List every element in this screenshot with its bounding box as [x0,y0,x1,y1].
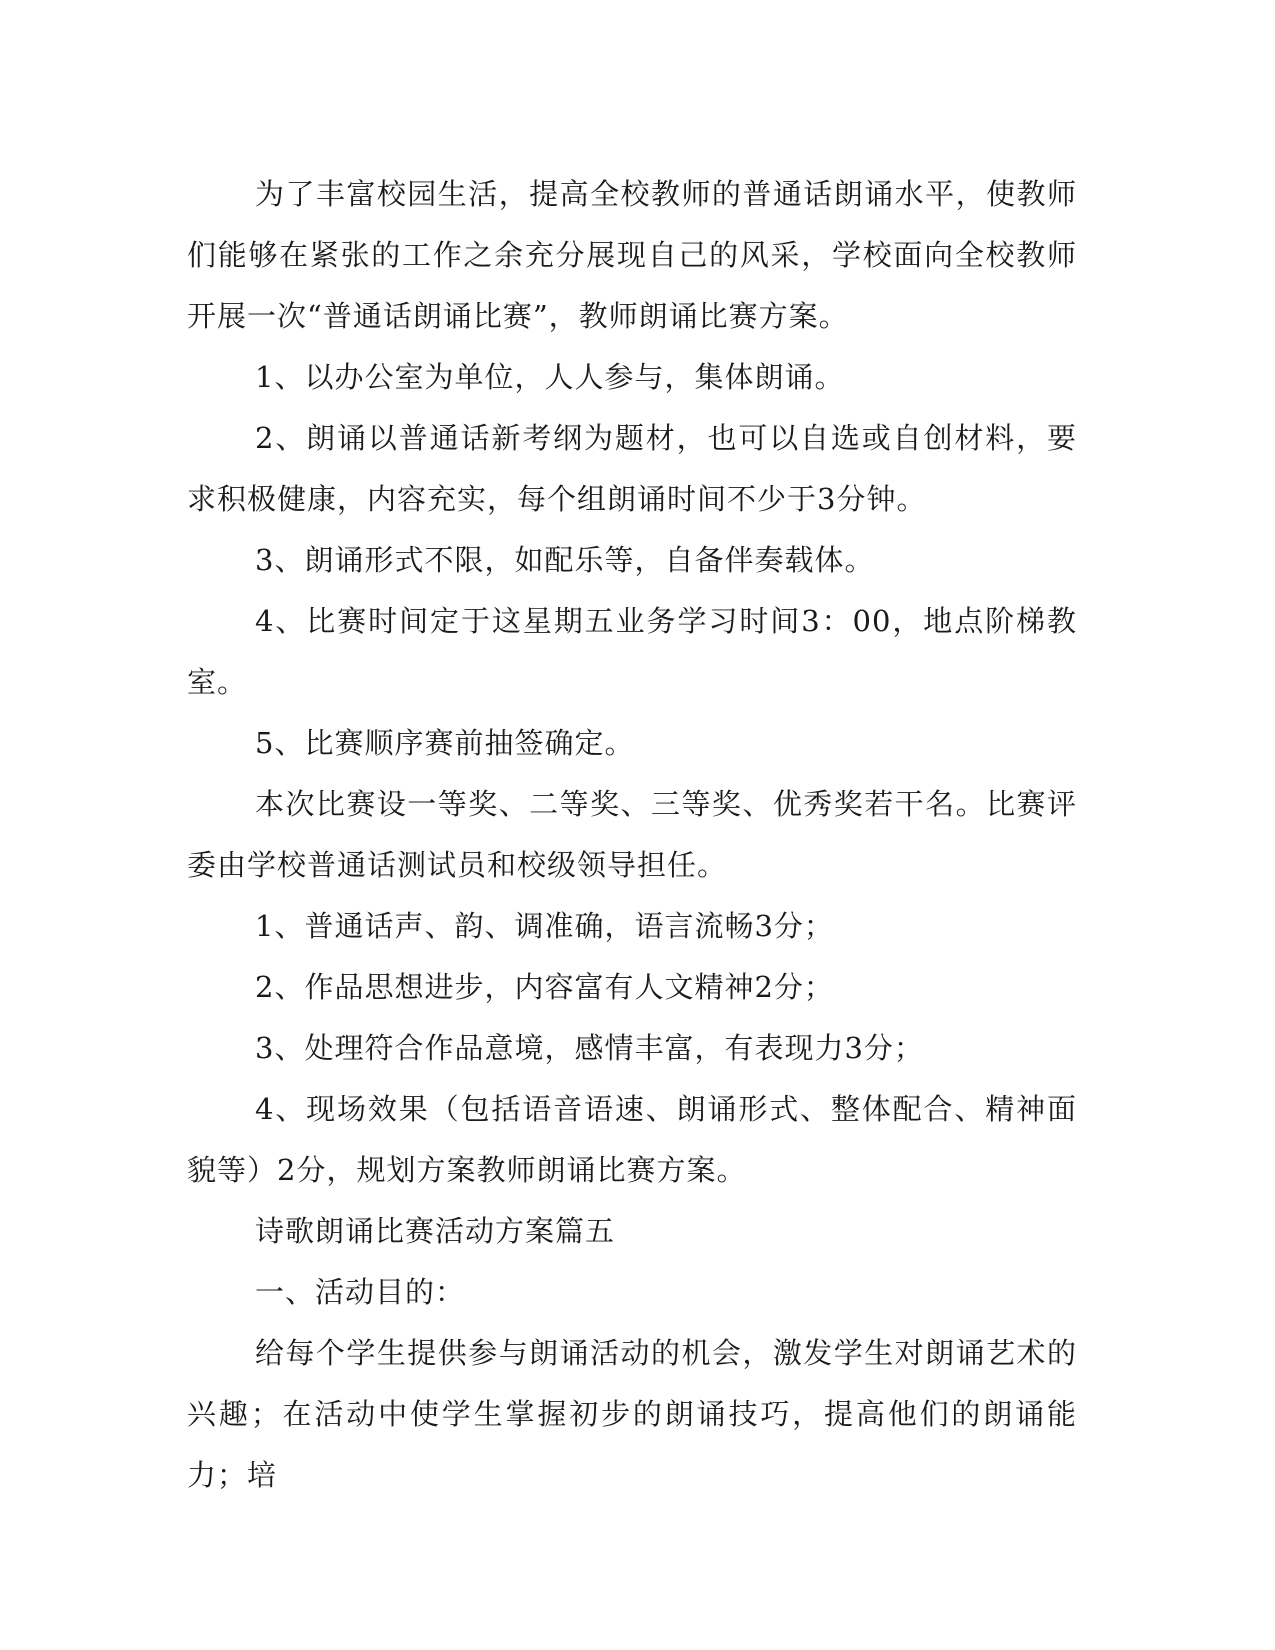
paragraph-criterion-3: 3、处理符合作品意境，感情丰富，有表现力3分； [255,1031,924,1065]
paragraph-rule-2: 2、朗诵以普通话新考纲为题材，也可以自选或自创材料，要求积极健康，内容充实，每个组朗诵时间不少于3分钟。 [187,421,1077,516]
paragraph-intro: 为了丰富校园生活，提高全校教师的普通话朗诵水平，使教师们能够在紧张的工作之余充分展现自己的风采，学校面向全校教师开展一次“普通话朗诵比赛”，教师朗诵比赛方案。 [187,177,1077,333]
paragraph-criterion-4: 4、现场效果（包括语音语速、朗诵形式、整体配合、精神面貌等）2分，规划方案教师朗诵比赛方案。 [187,1092,1077,1187]
paragraph-purpose: 给每个学生提供参与朗诵活动的机会，激发学生对朗诵艺术的兴趣；在活动中使学生掌握初步的朗诵技巧，提高他们的朗诵能力；培 [187,1336,1077,1492]
document-body [187,164,1077,1506]
paragraph-criterion-2: 2、作品思想进步，内容富有人文精神2分； [255,970,834,1004]
paragraph-rule-1: 1、以办公室为单位，人人参与，集体朗诵。 [255,360,845,394]
subsection-heading: 一、活动目的： [255,1275,466,1309]
paragraph-rule-4: 4、比赛时间定于这星期五业务学习时间3：00，地点阶梯教室。 [187,604,1077,699]
paragraph-awards: 本次比赛设一等奖、二等奖、三等奖、优秀奖若干名。比赛评委由学校普通话测试员和校级领导担任。 [187,787,1077,882]
paragraph-rule-5: 5、比赛顺序赛前抽签确定。 [255,726,635,760]
paragraph-criterion-1: 1、普通话声、韵、调准确，语言流畅3分； [255,909,834,943]
paragraph-rule-3: 3、朗诵形式不限，如配乐等，自备伴奏载体。 [255,543,875,577]
section-heading: 诗歌朗诵比赛活动方案篇五 [255,1214,616,1248]
